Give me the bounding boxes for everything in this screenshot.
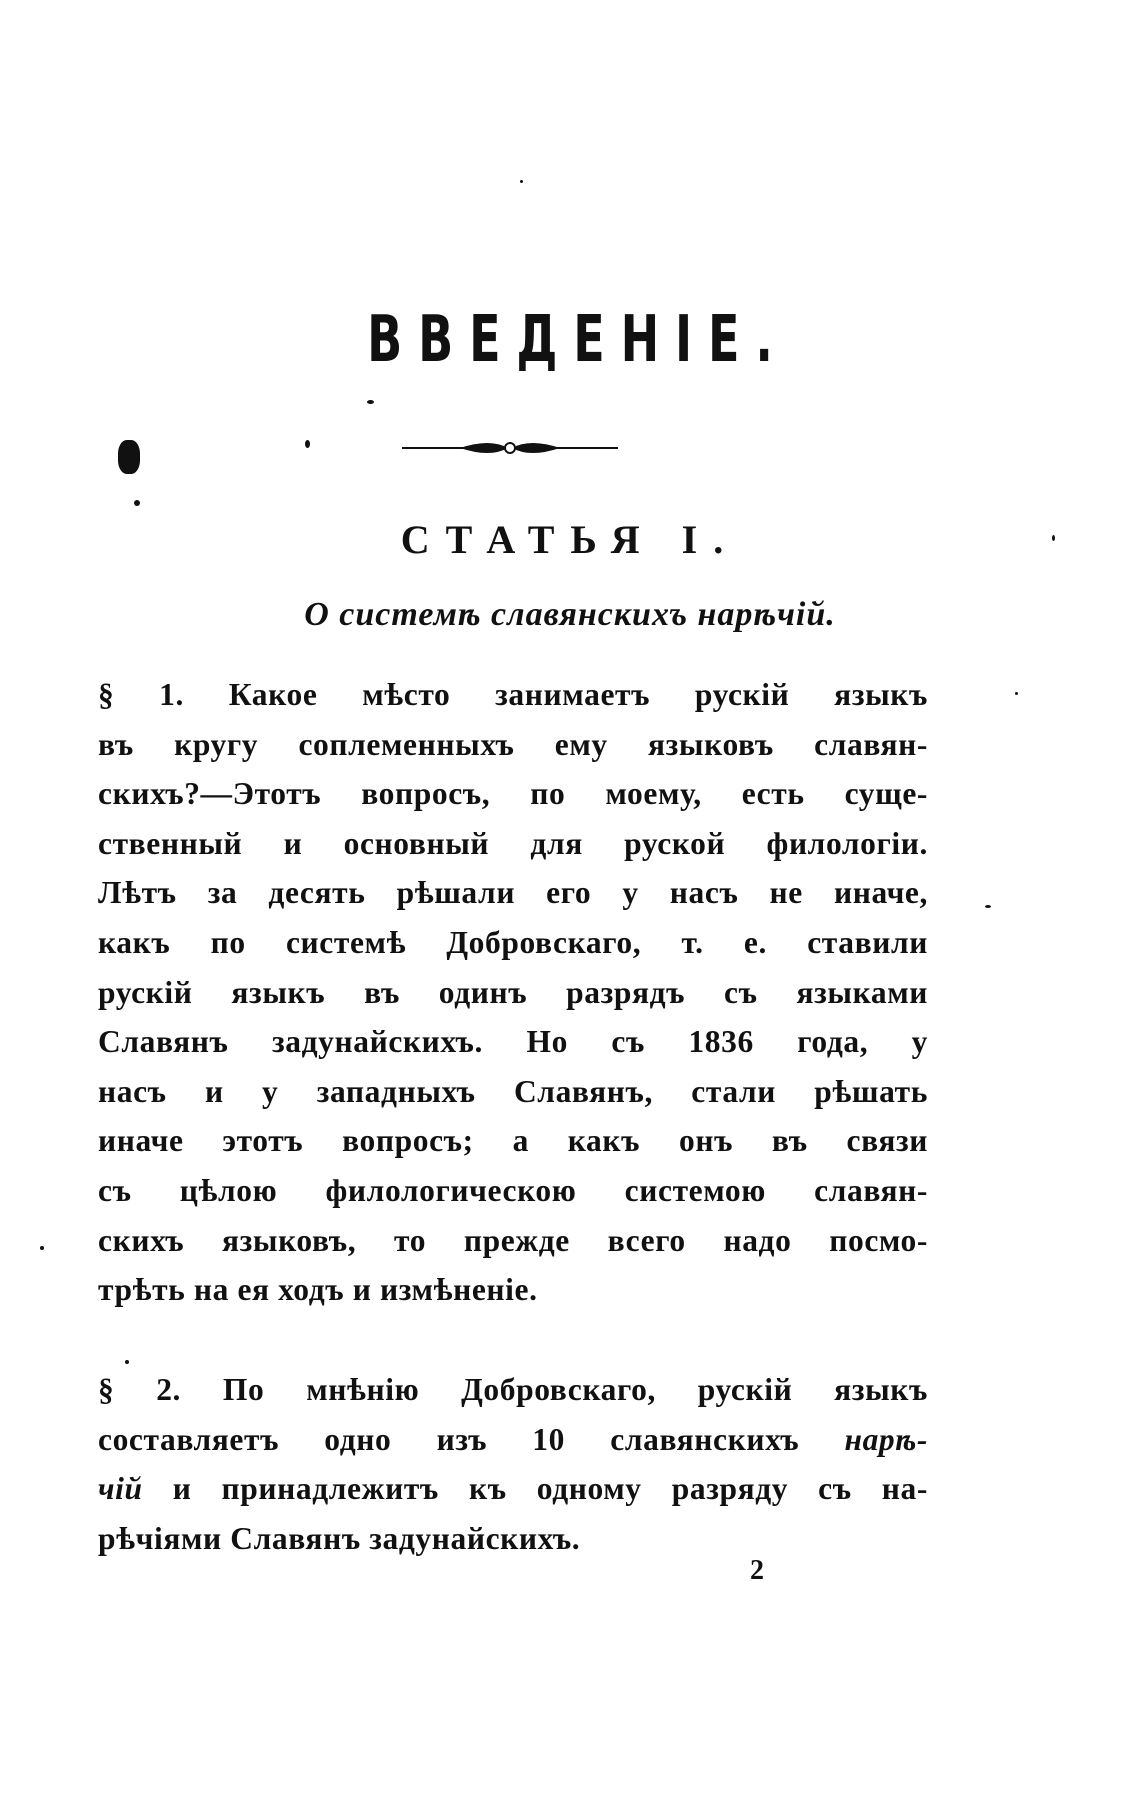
text-line: § 1. Какое мѣсто занимаетъ рускій языкъ (98, 677, 928, 712)
text-line: иначе этотъ вопросъ; а какъ онъ въ связи (98, 1123, 928, 1159)
paragraph-2 (98, 1365, 928, 1563)
italic-word: чій (98, 1471, 143, 1507)
scan-speck (125, 1360, 129, 1364)
text-line: въ кругу соплеменныхъ ему языковъ славян- (98, 726, 928, 762)
text-line: рѣчіями Славянъ задунайскихъ. (98, 1520, 581, 1556)
text-line: трѣть на ея ходъ и измѣненіе. (98, 1272, 538, 1308)
text-line: какъ по системѣ Добровскаго, т. е. ставили (98, 924, 928, 960)
scan-speck (985, 905, 991, 908)
text-line: Лѣтъ за десять рѣшали его у насъ не иначе, (98, 875, 928, 911)
text-line (98, 1415, 928, 1465)
article-subtitle: О системѣ славянскихъ нарѣчій. (304, 596, 836, 633)
scan-speck (1015, 692, 1018, 695)
text-run: и принадлежитъ къ одному разряду съ на- (172, 1471, 928, 1507)
text-line: скихъ языковъ, то прежде всего надо посмо- (98, 1222, 928, 1258)
scan-speck (367, 400, 374, 404)
text-line: скихъ?—Этотъ вопросъ, по моему, есть суще- (98, 776, 928, 812)
scan-speck (40, 1246, 44, 1250)
scan-speck (118, 440, 140, 474)
scan-speck (305, 440, 310, 448)
text-line: насъ и у западныхъ Славянъ, стали рѣшать (98, 1073, 928, 1109)
paragraph-1 (98, 670, 928, 1315)
scan-speck (1052, 535, 1055, 541)
article-heading: СТАТЬЯ I. (400, 517, 740, 562)
text-line (98, 1464, 928, 1514)
decorative-rule-icon (400, 430, 620, 466)
text-line: рускій языкъ въ одинъ разрядъ съ языками (98, 974, 928, 1010)
scan-speck (134, 500, 140, 506)
scan-speck (520, 180, 523, 183)
text-line: ственный и основный для руской филологіи. (98, 825, 928, 861)
chapter-title: ВВЕДЕНІЕ. (367, 303, 789, 377)
text-run: составляетъ одно изъ 10 славянскихъ (98, 1421, 800, 1457)
text-line: Славянъ задунайскихъ. Но съ 1836 года, у (98, 1024, 928, 1060)
italic-word: нарѣ- (844, 1421, 928, 1457)
text-line: § 2. По мнѣнію Добровскаго, рускій языкъ (98, 1372, 928, 1407)
page-number: 2 (750, 1555, 764, 1586)
text-line: съ цѣлою филологическою системою славян- (98, 1172, 928, 1208)
